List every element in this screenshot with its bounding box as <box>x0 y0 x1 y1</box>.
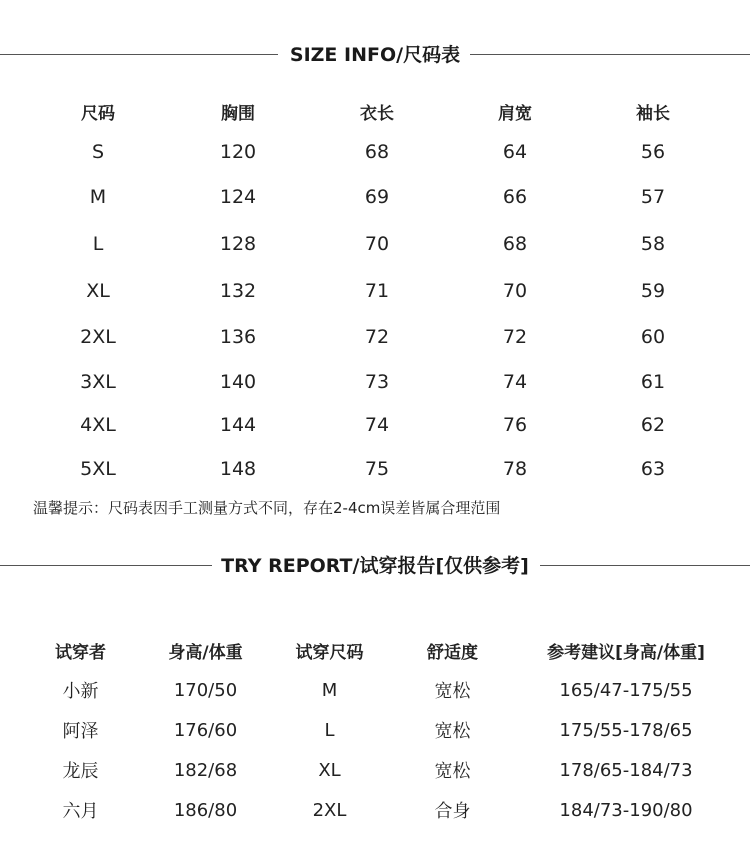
header-cell: 试穿尺码 <box>295 642 364 663</box>
table-cell: 136 <box>219 326 257 348</box>
try-report-table <box>18 630 738 830</box>
table-cell: 74 <box>364 414 390 436</box>
table-cell: 73 <box>364 371 390 393</box>
table-cell: 144 <box>219 414 257 436</box>
header-cell: 身高/体重 <box>168 642 243 663</box>
table-cell: 宽松 <box>434 761 471 782</box>
size-table-row <box>28 360 722 404</box>
header-cell: 试穿者 <box>55 642 106 663</box>
table-cell: 3XL <box>80 371 116 393</box>
table-cell: 70 <box>502 279 528 302</box>
size-info-title-bar <box>0 43 750 67</box>
header-cell: 衣长 <box>360 103 394 124</box>
size-table-row <box>28 130 722 174</box>
table-cell: 184/73-190/80 <box>559 799 693 821</box>
table-cell: 61 <box>640 371 666 393</box>
size-table-row <box>28 174 722 220</box>
size-table-row <box>28 267 722 314</box>
table-cell: 57 <box>640 186 666 208</box>
table-cell: 2XL <box>312 799 347 821</box>
table-cell: 120 <box>219 141 257 163</box>
table-cell: 176/60 <box>173 719 238 741</box>
table-cell: 小新 <box>62 681 99 702</box>
size-table-row <box>28 404 722 446</box>
table-cell: 72 <box>364 326 390 348</box>
table-cell: 178/65-184/73 <box>559 759 693 781</box>
header-cell: 袖长 <box>636 103 670 124</box>
table-cell: 66 <box>502 186 528 208</box>
table-cell: 58 <box>640 232 666 255</box>
measurement-tip: 温馨提示：尺码表因手工测量方式不同，存在2-4cm误差皆属合理范围 <box>33 499 501 517</box>
header-cell: 尺码 <box>81 103 115 124</box>
table-cell: 宽松 <box>434 681 471 702</box>
table-cell: 4XL <box>80 414 116 436</box>
table-cell: 78 <box>502 458 528 480</box>
table-cell: 宽松 <box>434 721 471 742</box>
table-cell: XL <box>86 279 110 302</box>
table-cell: 56 <box>640 141 666 163</box>
table-cell: 170/50 <box>173 679 238 701</box>
table-cell: 132 <box>219 279 257 302</box>
table-cell: 2XL <box>80 326 116 348</box>
table-cell: 龙辰 <box>62 761 99 782</box>
table-cell: 68 <box>364 141 390 163</box>
size-table-row <box>28 220 722 267</box>
try-table-row <box>18 710 738 750</box>
table-cell: 175/55-178/65 <box>559 719 693 741</box>
table-cell: 165/47-175/55 <box>559 679 693 701</box>
table-cell: M <box>321 679 338 701</box>
table-cell: 71 <box>364 279 390 302</box>
table-cell: 182/68 <box>173 759 238 781</box>
table-cell: 60 <box>640 326 666 348</box>
size-info-title: SIZE INFO/尺码表 <box>289 44 461 66</box>
header-cell: 胸围 <box>221 103 255 124</box>
table-cell: 124 <box>219 186 257 208</box>
table-cell: 68 <box>502 232 528 255</box>
header-cell: 参考建议[身高/体重] <box>547 642 705 663</box>
table-cell: 76 <box>502 414 528 436</box>
table-cell: 69 <box>364 186 390 208</box>
try-report-title-bar <box>0 554 750 578</box>
try-table-row <box>18 790 738 830</box>
table-cell: 62 <box>640 414 666 436</box>
table-cell: 148 <box>219 458 257 480</box>
table-cell: S <box>91 141 105 163</box>
table-cell: 72 <box>502 326 528 348</box>
table-cell: 75 <box>364 458 390 480</box>
table-cell: 63 <box>640 458 666 480</box>
table-cell: 59 <box>640 279 666 302</box>
table-cell: 74 <box>502 371 528 393</box>
try-table-row <box>18 750 738 790</box>
try-table-header <box>18 630 738 670</box>
table-cell: 70 <box>364 232 390 255</box>
try-report-title: TRY REPORT/试穿报告[仅供参考] <box>221 555 529 577</box>
size-table-header <box>28 92 722 130</box>
table-cell: M <box>89 186 107 208</box>
table-cell: L <box>92 232 104 255</box>
size-table <box>28 92 722 492</box>
try-table-row <box>18 670 738 710</box>
table-cell: 128 <box>219 232 257 255</box>
size-table-row <box>28 314 722 360</box>
table-cell: 140 <box>219 371 257 393</box>
table-cell: XL <box>318 759 341 781</box>
table-cell: 64 <box>502 141 528 163</box>
size-table-row <box>28 446 722 492</box>
table-cell: 六月 <box>62 801 99 822</box>
header-cell: 肩宽 <box>498 103 532 124</box>
table-cell: 5XL <box>80 458 116 480</box>
table-cell: L <box>324 719 335 741</box>
table-cell: 合身 <box>434 801 471 822</box>
header-cell: 舒适度 <box>427 642 478 663</box>
table-cell: 186/80 <box>173 799 238 821</box>
table-cell: 阿泽 <box>62 721 99 742</box>
